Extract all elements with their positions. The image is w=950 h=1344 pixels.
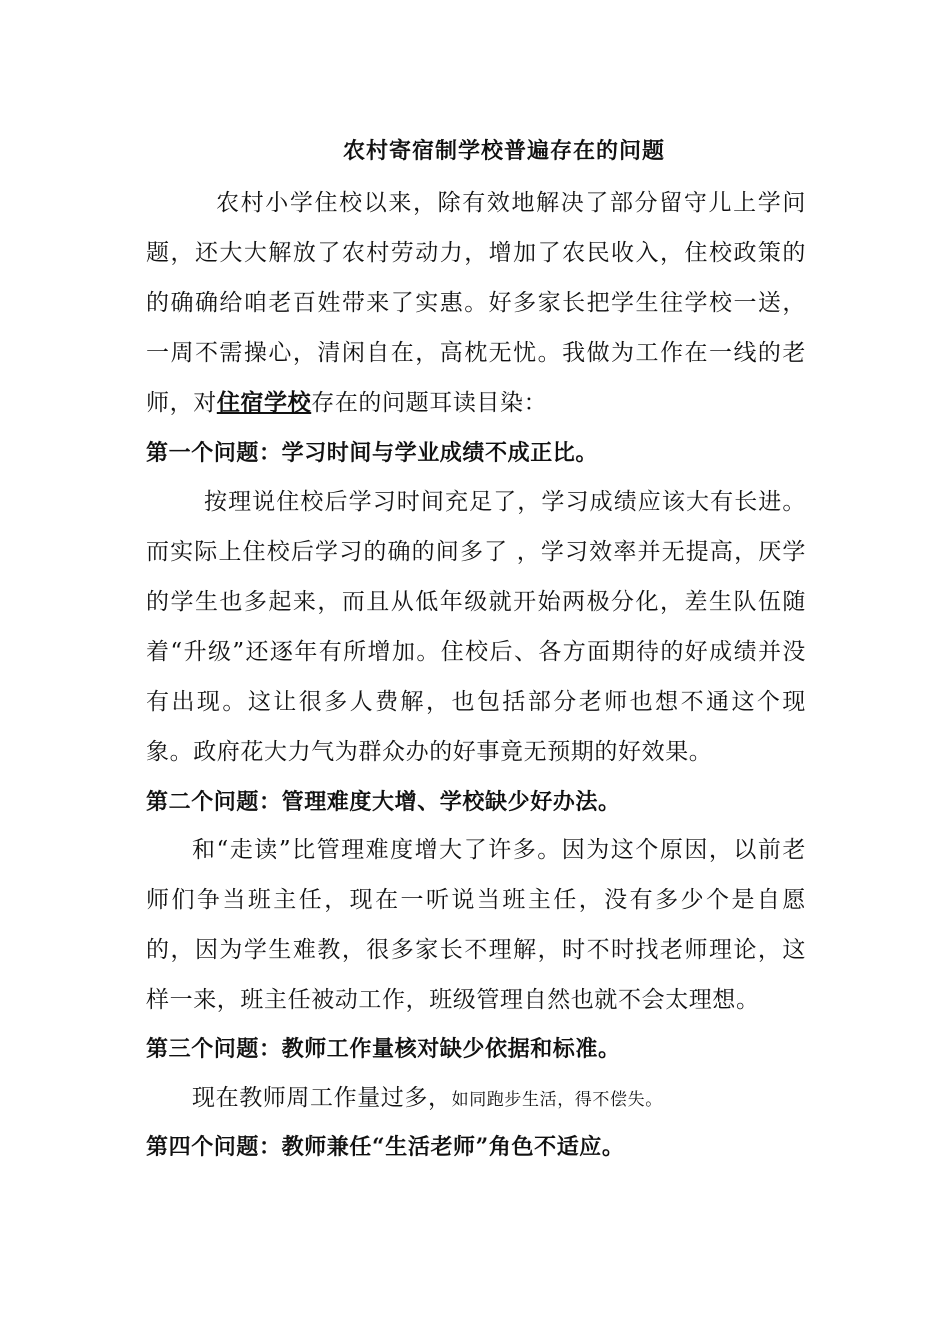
section-3-body bbox=[146, 1073, 806, 1125]
intro-text-part2: 存在的问题耳读目染： bbox=[311, 390, 548, 416]
intro-text-part1: 农村小学住校以来，除有效地解决了部分留守儿上学问题，还大大解放了农村劳动力，增加了农民收入，住校政策的的确确给咱老百姓带来了实惠。好多家长把学生往学校一送，一周不需操心，清闲自在，高枕无忧。我做为工作在一线的老师，对 bbox=[146, 190, 806, 416]
document-title: 农村寄宿制学校普遍存在的问题 bbox=[343, 138, 666, 164]
boarding-school-link[interactable]: 住宿学校 bbox=[216, 389, 312, 416]
section-3-body-small: 如同跑步生活，得不偿失。 bbox=[451, 1090, 663, 1110]
section-4-heading: 第四个问题：教师兼任“生活老师”角色不适应。 bbox=[146, 1134, 625, 1160]
intro-paragraph bbox=[146, 178, 806, 428]
section-3-body-main: 现在教师周工作量过多， bbox=[192, 1085, 452, 1111]
section-1-body: 按理说住校后学习时间充足了，学习成绩应该大有长进。而实际上住校后学习的确的间多了 ，学习效率并无提高，厌学的学生也多起来，而且从低年级就开始两极分化，差生队伍随着“升级”还逐年有所增加。住校后、各方面期待的好成绩并没有出现。这让很多人费解，也包括部分老师也想不通这个现象。政府花大力气为群众办的好事竟无预期的好效果。 bbox=[146, 489, 806, 765]
section-2-heading: 第二个问题：管理难度大增、学校缺少好办法。 bbox=[146, 789, 621, 815]
section-3-heading: 第三个问题：教师工作量核对缺少依据和标准。 bbox=[146, 1036, 621, 1062]
section-2-body: 和“走读”比管理难度增大了许多。因为这个原因，以前老师们争当班主任，现在一听说当班主任，没有多少个是自愿的，因为学生难教，很多家长不理解，时不时找老师理论，这样一来，班主任被动工作，班级管理自然也就不会太理想。 bbox=[146, 837, 806, 1013]
section-1-heading: 第一个问题：学习时间与学业成绩不成正比。 bbox=[146, 440, 599, 466]
